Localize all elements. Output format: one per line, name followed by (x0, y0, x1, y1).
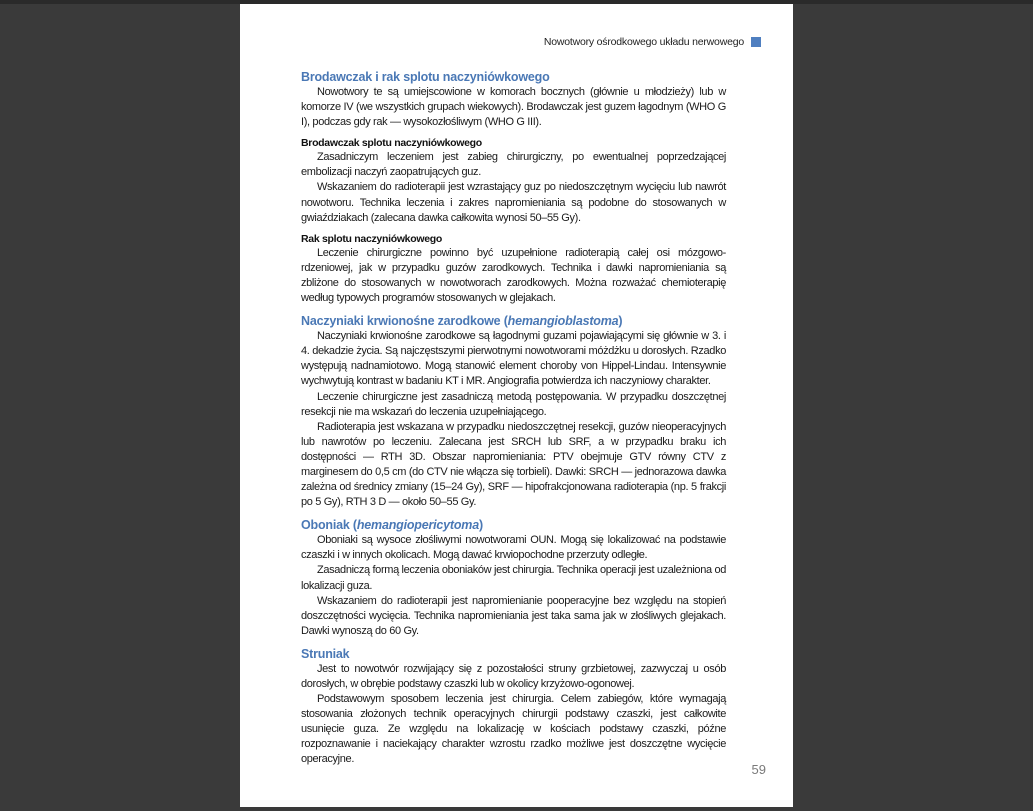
heading-text: Naczyniaki krwionośne zarodkowe ( (301, 314, 508, 329)
section-chordoma (301, 646, 726, 768)
section-hemangioblastoma (301, 313, 726, 510)
running-head-text: Nowotwory ośrodkowego układu nerwowego (543, 36, 744, 48)
paragraph: Radioterapia jest wskazana w przypadku niedoszczętnej resekcji, guzów nieoperacyjnych lub nawrotów po leczeniu. Zalecana jest SRCH lub SRF, a w przypadku braku ich dostępności — RTH 3D. Obszar napromieniania: PTV obejmuje GTV równy CTV z marginesem do 0,5 cm (do CTV nie włącza się torbieli). Dawki: SRCH — jednorazowa dawka zależna od średnicy zmiany (15–24 Gy), SRF — hipofrakcjonowana radioterapia (np. 5 frakcji po 5 Gy), RTH 3 D — około 50–55 Gy. (301, 420, 726, 509)
section-heading: Struniak (301, 646, 350, 661)
page-number: 59 (751, 762, 766, 777)
heading-text-end: ) (618, 314, 623, 329)
running-head (544, 36, 761, 48)
document-page (240, 4, 793, 807)
subsection-heading: Rak splotu naczyniówkowego (301, 232, 442, 245)
section-marker-square (751, 37, 761, 47)
heading-text-end: ) (478, 518, 483, 533)
paragraph: Zasadniczą formą leczenia oboniaków jest chirurgia. Technika operacji jest uzależniona od lokalizacji guza. (301, 564, 726, 592)
paragraph: Zasadniczym leczeniem jest zabieg chirurgiczny, po ewentualnej poprzedzającej embolizacji naczyń zaopatrujących guz. (301, 151, 726, 179)
paragraph: Podstawowym sposobem leczenia jest chirurgia. Celem zabiegów, które wymagają stosowania złożonych technik operacyjnych chirurgii podstawy czaszki, jest całkowite usunięcie guza. Ze względu na lokalizację w kościach podstawy czaszki, późne rozpoznawanie i naciekający charakter wzrostu rzadko możliwe jest doszczętne wycięcie operacyjne. (301, 693, 726, 766)
section-heading (301, 517, 726, 533)
paragraph: Jest to nowotwór rozwijający się z pozostałości struny grzbietowej, zazwyczaj u osób dorosłych, w obrębie podstawy czaszki lub w okolicy krzyżowo-ogonowej. (301, 662, 726, 690)
paragraph: Leczenie chirurgiczne jest zasadniczą metodą postępowania. W przypadku doszczętnej resekcji nie ma wskazań do leczenia uzupełniającego. (301, 390, 726, 418)
subsection-heading: Brodawczak splotu naczyniówkowego (301, 137, 482, 150)
section-heading: Brodawczak i rak splotu naczyniówkowego (301, 70, 550, 84)
paragraph: Oboniaki są wysoce złośliwymi nowotworami OUN. Mogą się lokalizować na podstawie czaszki i w innych okolicach. Mogą dawać krwiopochodne przerzuty odległe. (301, 534, 726, 562)
paragraph: Wskazaniem do radioterapii jest napromienianie pooperacyjne bez względu na stopień doszczętności wycięcia. Technika napromieniania jest taka sama jak w złośliwych glejakach. Dawki wynoszą do 60 Gy. (301, 594, 726, 637)
paragraph: Wskazaniem do radioterapii jest wzrastający guz po niedoszczętnym wycięciu lub nawrót nowotworu. Technika leczenia i zakres napromieniania są podobne do stosowanych w gwiaździakach (zalecana dawka całkowita wynosi 50–55 Gy). (301, 181, 726, 224)
page-content (301, 69, 726, 775)
section-hemangiopericytoma (301, 517, 726, 639)
paragraph: Naczyniaki krwionośne zarodkowe są łagodnymi guzami pojawiającymi się głównie w 3. i 4. dekadzie życia. Są najczęstszymi pierwotnymi nowotworami móżdżku u dorosłych. Rzadko występują nadnamiotowo. Mogą stanowić element choroby von Hippel-Lindau. Intensywnie wychwytują kontrast w badaniu KT i MR. Angiografia potwierdza ich naczyniowy charakter. (301, 330, 726, 388)
section-choroid-plexus (301, 69, 726, 306)
heading-text: Oboniak ( (301, 518, 357, 533)
paragraph: Nowotwory te są umiejscowione w komorach bocznych (głównie u młodzieży) lub w komorze IV (we wszystkich grupach wiekowych). Brodawczak jest guzem łagodnym (WHO G I), podczas gdy rak — wysokozłośliwym (WHO G III). (301, 86, 726, 129)
section-heading (301, 313, 726, 329)
heading-latin-term: hemangiopericytoma (356, 518, 479, 533)
heading-latin-term: hemangioblastoma (507, 314, 619, 329)
paragraph: Leczenie chirurgiczne powinno być uzupełnione radioterapią całej osi mózgowo-rdzeniowej, jak w przypadku guzów zarodkowych. Technika i dawki napromieniania są zbliżone do stosowanych w nowotworach zarodkowych. Można rozważać chemioterapię według typowych programów stosowanych w glejakach. (301, 246, 726, 305)
